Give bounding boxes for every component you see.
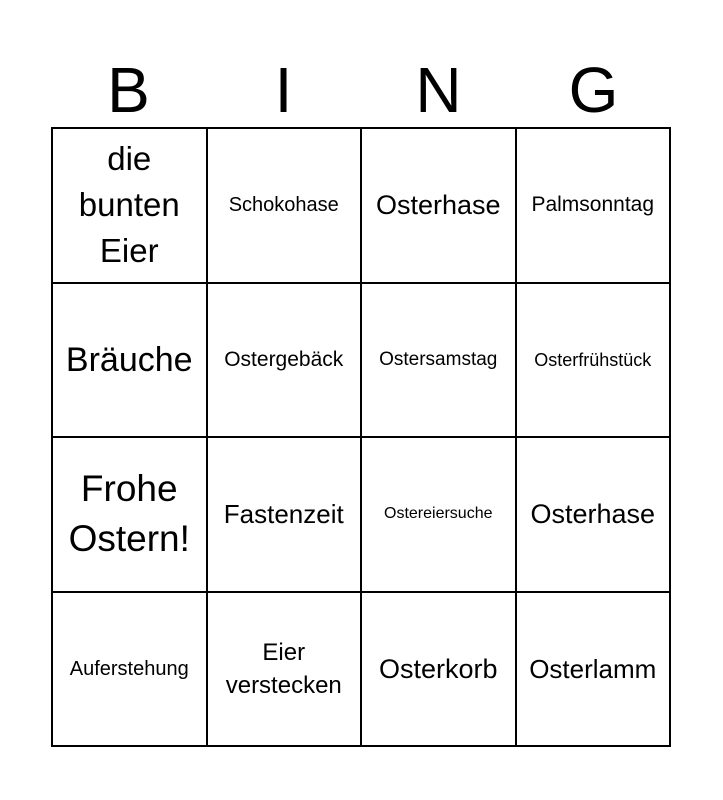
bingo-cell-r1-c1[interactable] <box>208 284 363 439</box>
bingo-cell-r1-c0[interactable] <box>53 284 208 439</box>
cell-label: Frohe Ostern! <box>68 468 190 560</box>
cell-label: Ostergebäck <box>224 347 344 371</box>
bingo-header <box>51 50 671 130</box>
bingo-cell-r0-c0[interactable] <box>53 129 208 284</box>
cell-label: Osterkorb <box>378 653 498 684</box>
header-letter-g: G <box>568 54 619 126</box>
bingo-cell-r2-c0[interactable] <box>53 438 208 593</box>
bingo-cell-r3-c1[interactable] <box>208 593 363 748</box>
cell-label: Osterlamm <box>529 653 657 684</box>
bingo-cell-r2-c3[interactable] <box>517 438 672 593</box>
bingo-cell-r3-c0[interactable] <box>53 593 208 748</box>
cell-label: Ostersamstag <box>379 348 498 370</box>
bingo-cell-r3-c2[interactable] <box>362 593 517 748</box>
header-letter-i: I <box>274 54 293 126</box>
cell-label: Ostereiersuche <box>384 505 493 523</box>
cell-label: Eier verstecken <box>225 638 342 699</box>
bingo-board <box>51 127 671 747</box>
cell-label: Palmsonntag <box>531 193 655 217</box>
cell-label: Bräuche <box>65 340 193 379</box>
cell-label: Osterhase <box>375 190 501 221</box>
bingo-cell-r1-c2[interactable] <box>362 284 517 439</box>
header-letter-n: N <box>415 54 462 126</box>
cell-label: die bunten Eier <box>78 140 180 270</box>
bingo-cell-r0-c3[interactable] <box>517 129 672 284</box>
cell-label: Fastenzeit <box>223 499 344 530</box>
cell-label: Schokohase <box>228 194 339 217</box>
header-letter-b: B <box>107 54 150 126</box>
bingo-cell-r1-c3[interactable] <box>517 284 672 439</box>
bingo-cell-r2-c1[interactable] <box>208 438 363 593</box>
cell-label: Osterhase <box>530 499 656 530</box>
bingo-cell-r3-c3[interactable] <box>517 593 672 748</box>
bingo-cell-r0-c2[interactable] <box>362 129 517 284</box>
cell-label: Auferstehung <box>69 657 189 680</box>
bingo-cell-r2-c2[interactable] <box>362 438 517 593</box>
cell-label: Osterfrühstück <box>534 349 652 370</box>
bingo-cell-r0-c1[interactable] <box>208 129 363 284</box>
